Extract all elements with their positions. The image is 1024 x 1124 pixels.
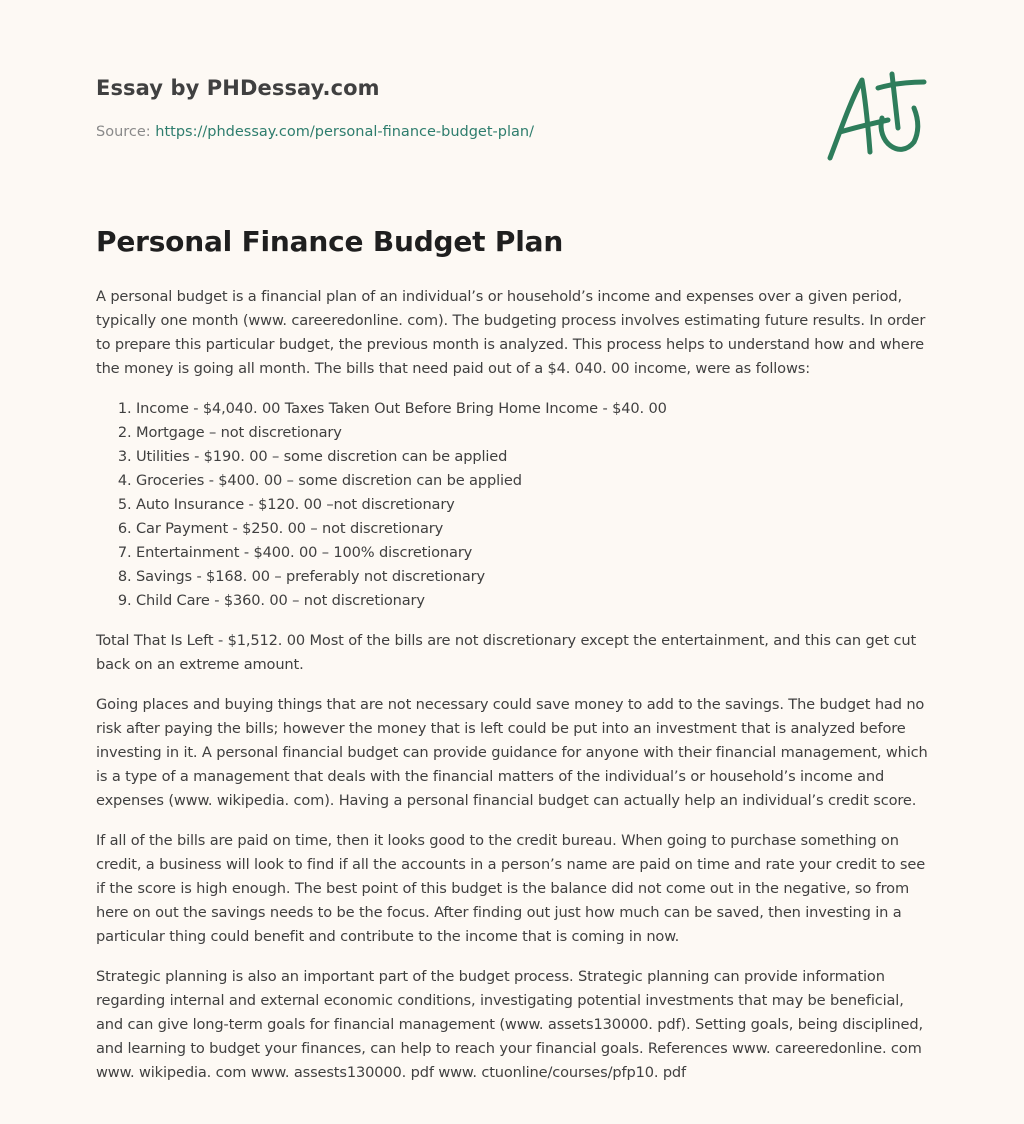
essay-body (96, 285, 928, 1101)
budget-list (96, 397, 928, 613)
list-item: 4. Groceries - $400. 00 – some discretion can be applied (136, 469, 928, 493)
list-item: 7. Entertainment - $400. 00 – 100% discretionary (136, 541, 928, 565)
logo-a-stroke (830, 80, 870, 158)
essay-title: Personal Finance Budget Plan (96, 225, 564, 258)
intro-paragraph: A personal budget is a financial plan of an individual’s or household’s income and expenses over a given period, typically one month (www. careeredonline. com). The budgeting process involves estimating future results. In order to prepare this particular budget, the previous month is analyzed. This process helps to understand how and where the money is going all month. The bills that need paid out of a $4. 040. 00 income, were as follows: (96, 288, 926, 377)
list-item: 3. Utilities - $190. 00 – some discretion can be applied (136, 445, 928, 469)
list-item: 9. Child Care - $360. 00 – not discretionary (136, 589, 928, 613)
list-item: 5. Auto Insurance - $120. 00 –not discretionary (136, 493, 928, 517)
source-link[interactable]: https://phdessay.com/personal-finance-budget-plan/ (155, 124, 534, 140)
list-item: 1. Income - $4,040. 00 Taxes Taken Out Before Bring Home Income - $40. 00 (136, 397, 928, 421)
body-paragraph: If all of the bills are paid on time, then it looks good to the credit bureau. When going to purchase something on credit, a business will look to find if all the accounts in a person’s name are paid on time and rate your credit to see if the score is high enough. The best point of this budget is the balance did not come out in the negative, so from here on out the savings needs to be the focus. After finding out just how much can be saved, then investing in a particular thing could benefit and contribute to the income that is coming in now. (96, 832, 926, 945)
list-item: 2. Mortgage – not discretionary (136, 421, 928, 445)
source-label: Source: (96, 124, 156, 140)
list-item: 6. Car Payment - $250. 00 – not discretionary (136, 517, 928, 541)
source-line (96, 124, 534, 140)
body-paragraph: Strategic planning is also an important part of the budget process. Strategic planning can provide information regarding internal and external economic conditions, investigating potential investments that may be beneficial, and can give long-term goals for financial management (www. assets130000. pdf). Setting goals, being disciplined, and learning to budget your finances, can help to reach your financial goals. References www. careeredonline. com www. wikipedia. com www. assests130000. pdf www. ctuonline/courses/pfp10. pdf (96, 968, 923, 1081)
site-title: Essay by PHDessay.com (96, 76, 380, 100)
body-paragraph: Going places and buying things that are not necessary could save money to add to the savings. The budget had no risk after paying the bills; however the money that is left could be put into an investment that is analyzed before investing in it. A personal financial budget can provide guidance for anyone with their financial management, which is a type of a management that deals with the financial matters of the individual’s or household’s income and expenses (www. wikipedia. com). Having a personal financial budget can actually help an individual’s credit score. (96, 696, 928, 809)
logo-plus-horizontal (878, 82, 924, 88)
list-item: 8. Savings - $168. 00 – preferably not discretionary (136, 565, 928, 589)
a-plus-logo-icon (824, 68, 928, 166)
body-paragraph: Total That Is Left - $1,512. 00 Most of the bills are not discretionary except the entertainment, and this can get cut back on an extreme amount. (96, 632, 917, 673)
